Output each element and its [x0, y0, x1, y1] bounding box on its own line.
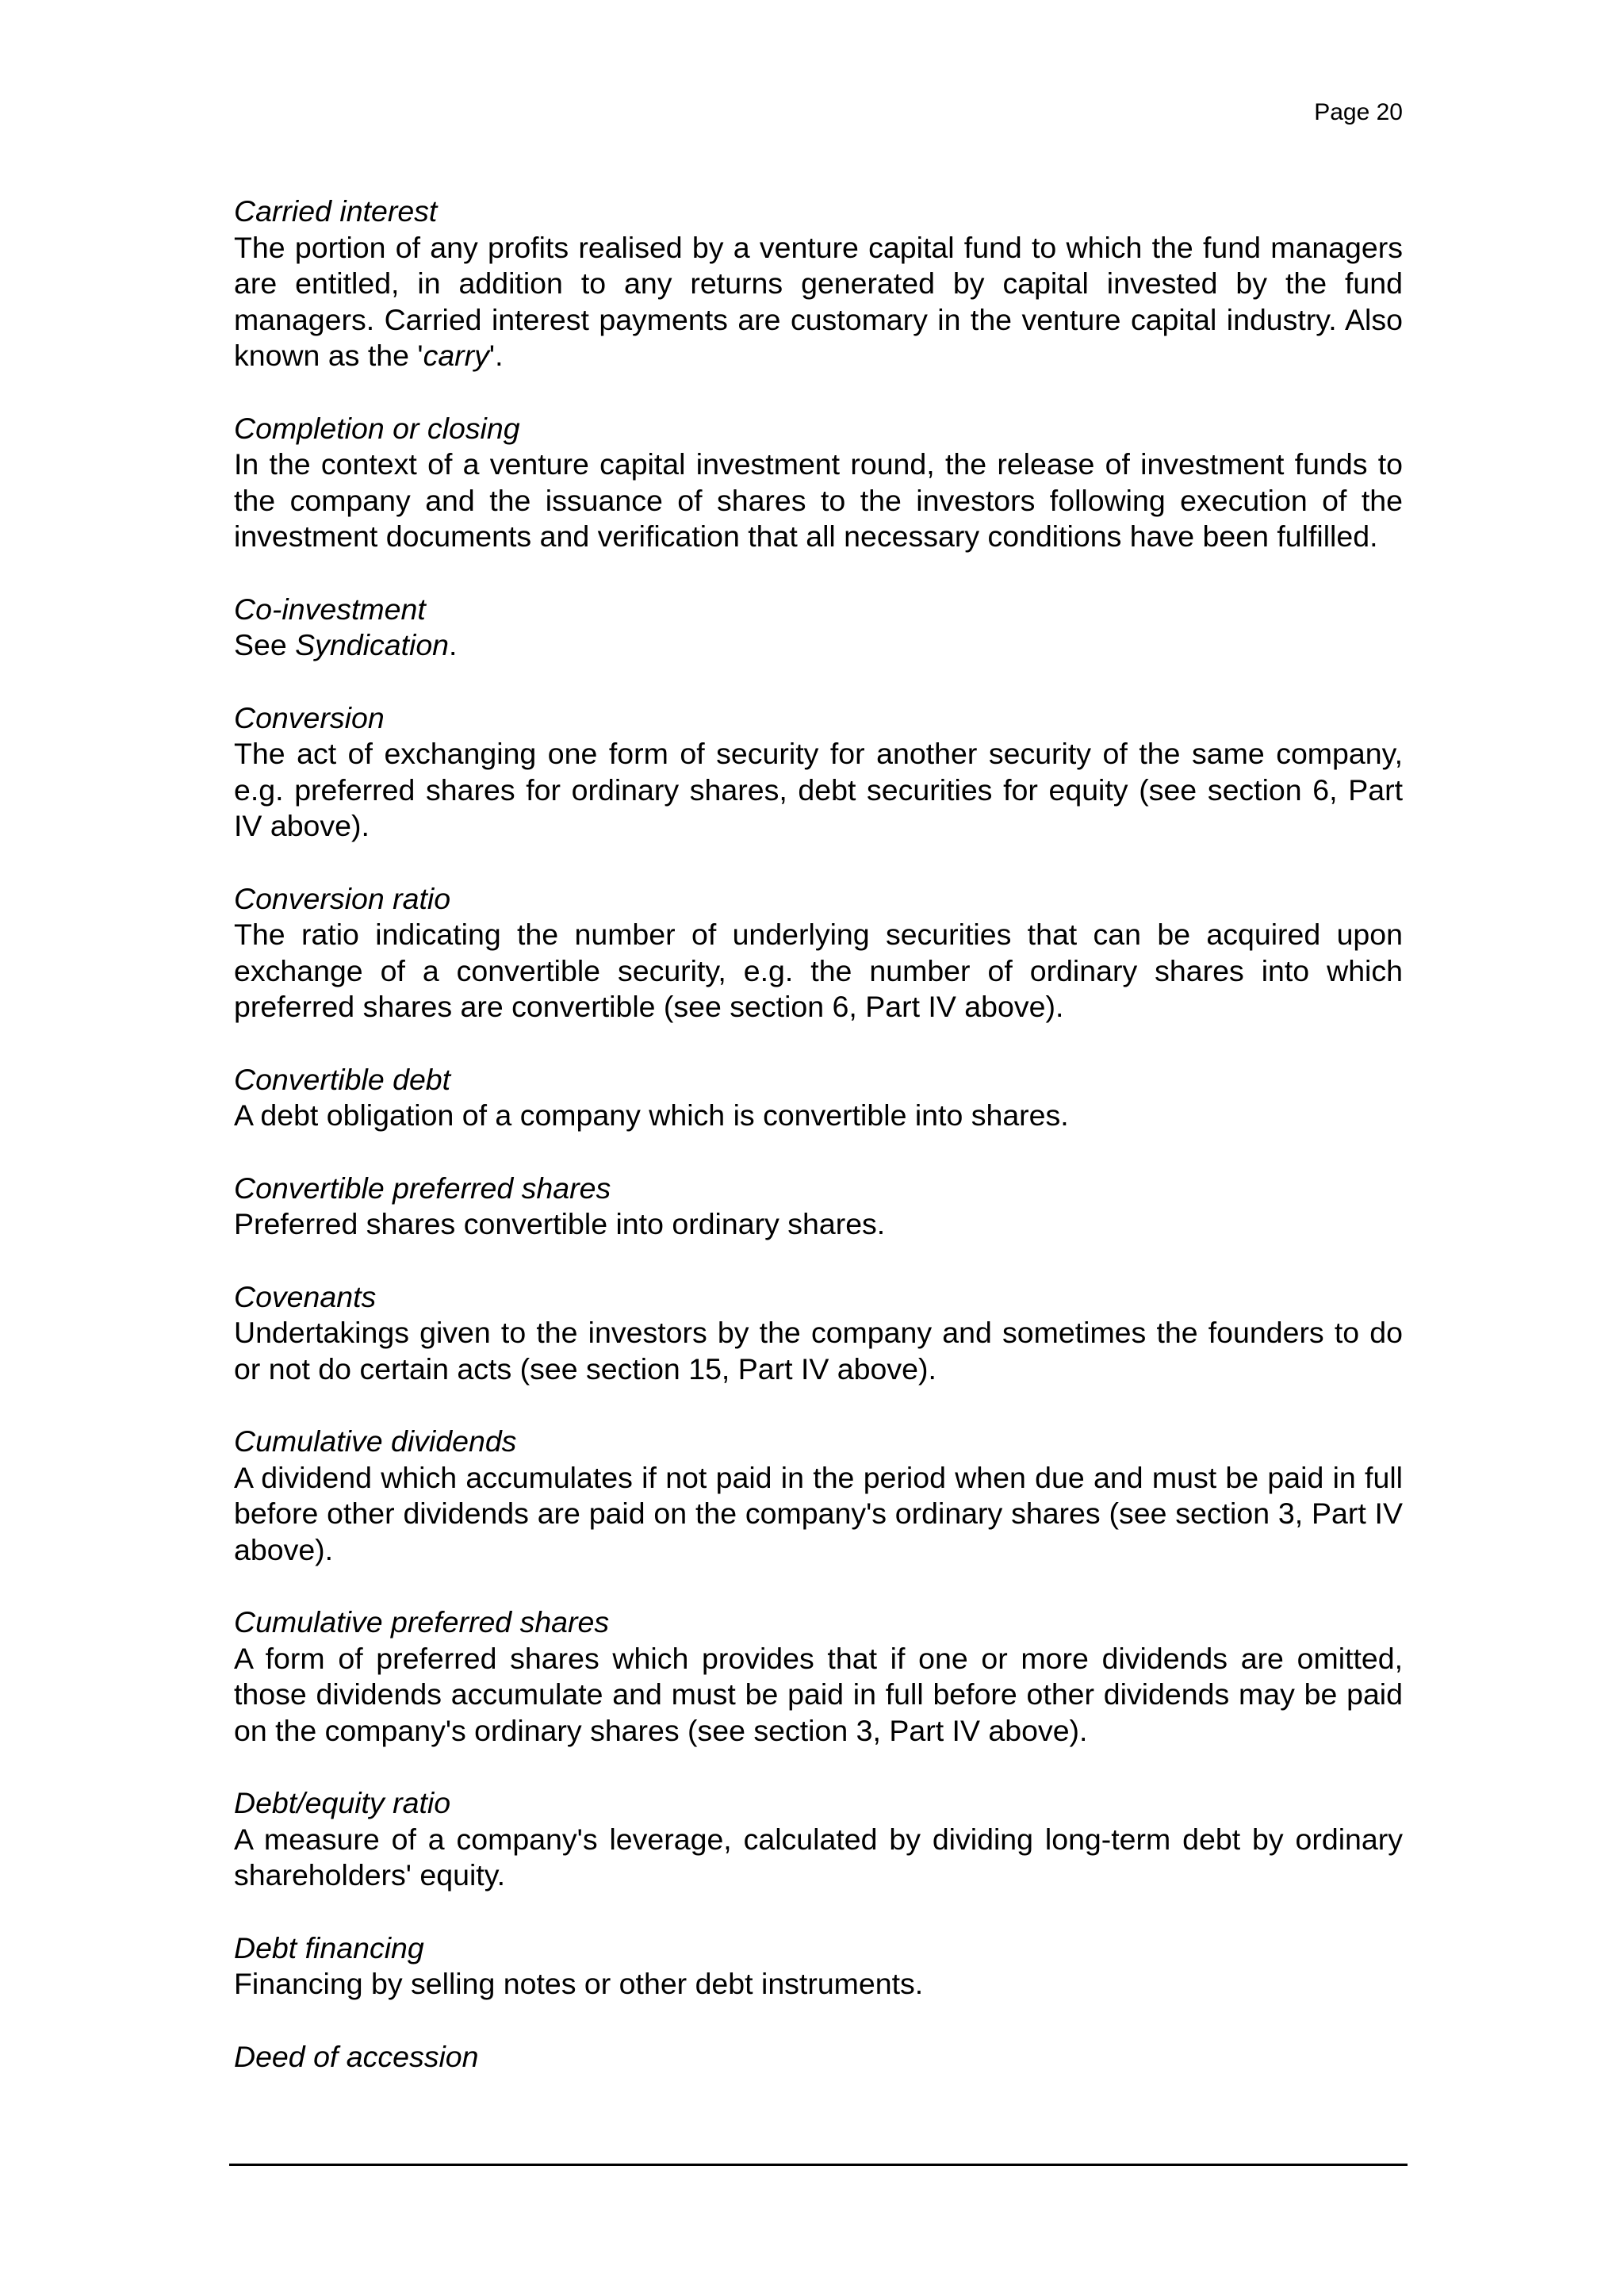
page-number: Page 20: [1314, 99, 1403, 125]
glossary-entry: [234, 592, 1403, 664]
glossary-definition: The ratio indicating the number of underlying securities that can be acquired upon exchange of a convertible security, e.g. the number of ordinary shares into which preferred shares are convertible (see section 6, Part IV above).: [234, 918, 1403, 1023]
glossary-entry: [234, 1279, 1403, 1388]
glossary-entry: [234, 1424, 1403, 1568]
glossary-definition: A debt obligation of a company which is convertible into shares.: [234, 1098, 1069, 1132]
definition-emphasis: Syndication: [295, 628, 450, 661]
glossary-entry: [234, 2039, 1403, 2076]
glossary-term: Cumulative dividends: [234, 1424, 517, 1458]
definition-text: See: [234, 628, 296, 661]
glossary-definition: Undertakings given to the investors by the company and sometimes the founders to do or not do certain acts (see section 15, Part IV above).: [234, 1316, 1403, 1386]
glossary-term: Debt financing: [234, 1930, 424, 1964]
glossary-definition: Preferred shares convertible into ordinary shares.: [234, 1207, 886, 1240]
glossary-entry: [234, 411, 1403, 555]
glossary-entry: [234, 1062, 1403, 1134]
glossary-term: Carried interest: [234, 194, 438, 228]
glossary-definition: [234, 230, 1403, 374]
glossary-entry: [234, 1171, 1403, 1243]
definition-text-end: '.: [488, 339, 504, 372]
glossary-entry: [234, 1604, 1403, 1749]
glossary-term: Debt/equity ratio: [234, 1786, 451, 1819]
footer-rule: [229, 2164, 1408, 2166]
definition-text: The portion of any profits realised by a venture capital fund to which the fund managers are entitled, in addition to any returns generated by capital invested by the fund managers. Carried interest payments are customary in the venture capital industry. Also known as the ': [234, 230, 1403, 372]
definition-emphasis: carry: [423, 339, 489, 372]
glossary-term: Co-investment: [234, 592, 426, 626]
glossary-definition: A form of preferred shares which provides that if one or more dividends are omitted, those dividends accumulate and must be paid in full before other dividends may be paid on the company's ordinary shares (see section 3, Part IV above).: [234, 1641, 1403, 1747]
glossary-list: [234, 194, 1403, 2111]
glossary-entry: [234, 881, 1403, 1025]
glossary-entry: [234, 1785, 1403, 1894]
glossary-definition: The act of exchanging one form of security for another security of the same company, e.g. preferred shares for ordinary shares, debt securities for equity (see section 6, Part IV above).: [234, 737, 1403, 842]
glossary-definition: Financing by selling notes or other debt instruments.: [234, 1967, 924, 2000]
definition-text-end: .: [449, 628, 458, 661]
glossary-term: Cumulative preferred shares: [234, 1605, 610, 1639]
glossary-entry: [234, 1930, 1403, 2003]
glossary-definition: A dividend which accumulates if not paid in the period when due and must be paid in full before other dividends are paid on the company's ordinary shares (see section 3, Part IV above).: [234, 1460, 1403, 1566]
glossary-entry: [234, 700, 1403, 845]
glossary-term: Covenants: [234, 1279, 377, 1313]
glossary-definition: A measure of a company's leverage, calculated by dividing long-term debt by ordinary shareholders' equity.: [234, 1822, 1403, 1892]
glossary-definition: [234, 627, 1403, 664]
glossary-term: Conversion ratio: [234, 881, 451, 915]
glossary-term: Convertible preferred shares: [234, 1171, 611, 1205]
glossary-term: Deed of accession: [234, 2039, 479, 2073]
glossary-entry: [234, 194, 1403, 374]
glossary-term: Convertible debt: [234, 1062, 451, 1096]
glossary-term: Completion or closing: [234, 411, 520, 445]
glossary-term: Conversion: [234, 700, 385, 734]
glossary-definition: In the context of a venture capital investment round, the release of investment funds to the company and the issuance of shares to the investors following execution of the investment documents and verification that all necessary conditions have been fulfilled.: [234, 447, 1403, 553]
